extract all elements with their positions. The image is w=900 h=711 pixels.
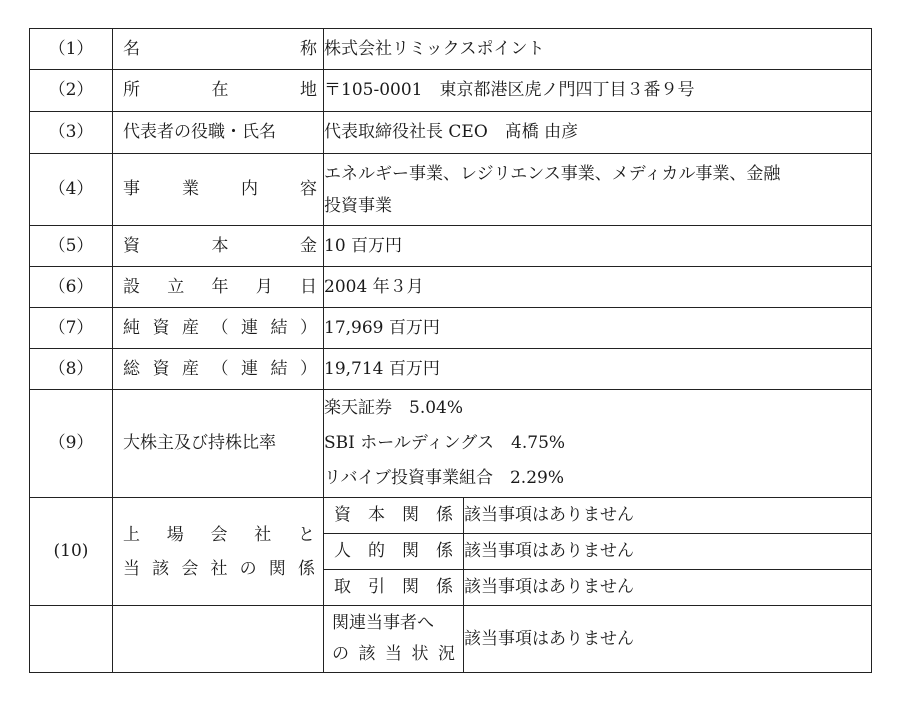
table-row (30, 390, 872, 498)
row-label (113, 308, 324, 349)
label-char: 係 (436, 577, 453, 598)
label-char: 在 (211, 80, 229, 101)
label-char: 容 (300, 179, 317, 200)
label-char: と (298, 524, 315, 545)
label-char: 引 (368, 577, 385, 598)
label-char: 純 (123, 317, 140, 338)
label-char: 連 (241, 317, 258, 338)
label-char: 立 (167, 276, 185, 297)
label-char: 関 (402, 541, 419, 562)
row-value: 株式会社リミックスポイント (324, 29, 872, 70)
row-label (113, 267, 324, 308)
label-char: 産 (182, 358, 199, 379)
relation-value: 該当事項はありません (464, 498, 872, 534)
relation-value: 該当事項はありません (464, 606, 872, 673)
label-char: ） (300, 358, 317, 379)
row-value: 2004 年３月 (324, 267, 872, 308)
label-char: 設 (123, 276, 140, 297)
label-char: 結 (270, 358, 288, 379)
row-value: 10 百万円 (324, 226, 872, 267)
row-value: 17,969 百万円 (324, 308, 872, 349)
label-char: 地 (300, 80, 317, 101)
label-char: 状 (411, 644, 429, 664)
table-row (30, 308, 872, 349)
label-char: 係 (436, 505, 453, 526)
label-text: 大株主及び持株比率 (123, 433, 276, 454)
label-char: 資 (123, 235, 140, 256)
table-row (30, 349, 872, 390)
company-info-table (29, 28, 872, 673)
label-text: 代表者の役職・氏名 (123, 122, 276, 143)
label-char: 本 (211, 235, 229, 256)
row-number: （5） (30, 226, 113, 267)
label-char: 人 (334, 541, 351, 562)
relation-label (324, 570, 464, 606)
table-row (30, 267, 872, 308)
row-label (113, 112, 324, 154)
label-char: 事 (123, 179, 140, 200)
label-char: 社 (254, 524, 272, 545)
label-char: 日 (300, 276, 317, 297)
label-char: 称 (300, 38, 317, 59)
row-number: （2） (30, 70, 113, 112)
row-value (324, 154, 872, 226)
label-char: （ (211, 358, 229, 379)
label-char: 上 (123, 524, 140, 545)
label-char: 所 (123, 80, 140, 101)
row-number (30, 606, 113, 673)
label-char: 係 (436, 541, 453, 562)
label-char: 産 (182, 317, 199, 338)
label-char: 関 (402, 577, 419, 598)
label-char: 当 (385, 644, 402, 664)
label-char: ） (300, 317, 317, 338)
label-char: 的 (368, 541, 385, 562)
row-number: （7） (30, 308, 113, 349)
label-char: 況 (438, 644, 455, 664)
label-char: 関 (402, 505, 419, 526)
label-char: の (239, 558, 257, 579)
label-char: の (332, 644, 349, 664)
label-char: 該 (358, 644, 376, 664)
row-value: 〒105-0001 東京都港区虎ノ門四丁目３番９号 (324, 70, 872, 112)
value-line: 投資事業 (324, 195, 392, 216)
label-char: 関 (268, 558, 286, 579)
relation-label (324, 498, 464, 534)
row-number: （6） (30, 267, 113, 308)
label-text: 関連当事者へ (332, 613, 434, 633)
row-label (113, 29, 324, 70)
label-char: 資 (152, 317, 170, 338)
table-row (30, 112, 872, 154)
row-number: （9） (30, 390, 113, 498)
row-value: 19,714 百万円 (324, 349, 872, 390)
value-line: エネルギー事業、レジリエンス事業、メディカル事業、金融 (324, 163, 781, 184)
label-char: 係 (297, 558, 315, 579)
label-char: 社 (210, 558, 228, 579)
label-char: （ (211, 317, 229, 338)
label-char: 本 (368, 505, 385, 526)
relation-value: 該当事項はありません (464, 570, 872, 606)
label-char: 業 (182, 179, 199, 200)
shareholder-line: 楽天証券 5.04% (324, 398, 464, 418)
label-char: 場 (166, 524, 184, 545)
relation-label (324, 534, 464, 570)
table-row (30, 606, 872, 673)
table-row (30, 29, 872, 70)
row-value (324, 390, 872, 498)
label-char: 年 (211, 276, 229, 297)
row-number: （1） (30, 29, 113, 70)
shareholder-line: SBI ホールディングス 4.75% (324, 433, 566, 453)
row-value: 代表取締役社長 CEO 髙橋 由彦 (324, 112, 872, 154)
row-label (113, 154, 324, 226)
row-label (113, 606, 324, 673)
row-label (113, 498, 324, 606)
table-row (30, 498, 872, 534)
label-char: 金 (300, 235, 317, 256)
label-char: 内 (241, 179, 258, 200)
row-label (113, 390, 324, 498)
row-number: (10) (30, 498, 113, 606)
row-number: （8） (30, 349, 113, 390)
label-char: 会 (181, 558, 199, 579)
label-char: 資 (152, 358, 170, 379)
relation-value: 該当事項はありません (464, 534, 872, 570)
row-label (113, 226, 324, 267)
label-char: 連 (241, 358, 258, 379)
row-number: （4） (30, 154, 113, 226)
table-row (30, 70, 872, 112)
label-char: 当 (123, 558, 140, 579)
relation-label (324, 606, 464, 673)
label-char: 取 (334, 577, 351, 598)
table-row (30, 154, 872, 226)
label-char: 結 (270, 317, 288, 338)
label-char: 該 (152, 558, 170, 579)
label-char: 名 (123, 38, 140, 59)
shareholder-line: リバイブ投資事業組合 2.29% (324, 468, 564, 488)
label-char: 総 (123, 358, 140, 379)
row-label (113, 70, 324, 112)
row-label (113, 349, 324, 390)
table-row (30, 226, 872, 267)
label-char: 資 (334, 505, 351, 526)
row-number: （3） (30, 112, 113, 154)
label-char: 月 (255, 276, 273, 297)
label-char: 会 (210, 524, 228, 545)
